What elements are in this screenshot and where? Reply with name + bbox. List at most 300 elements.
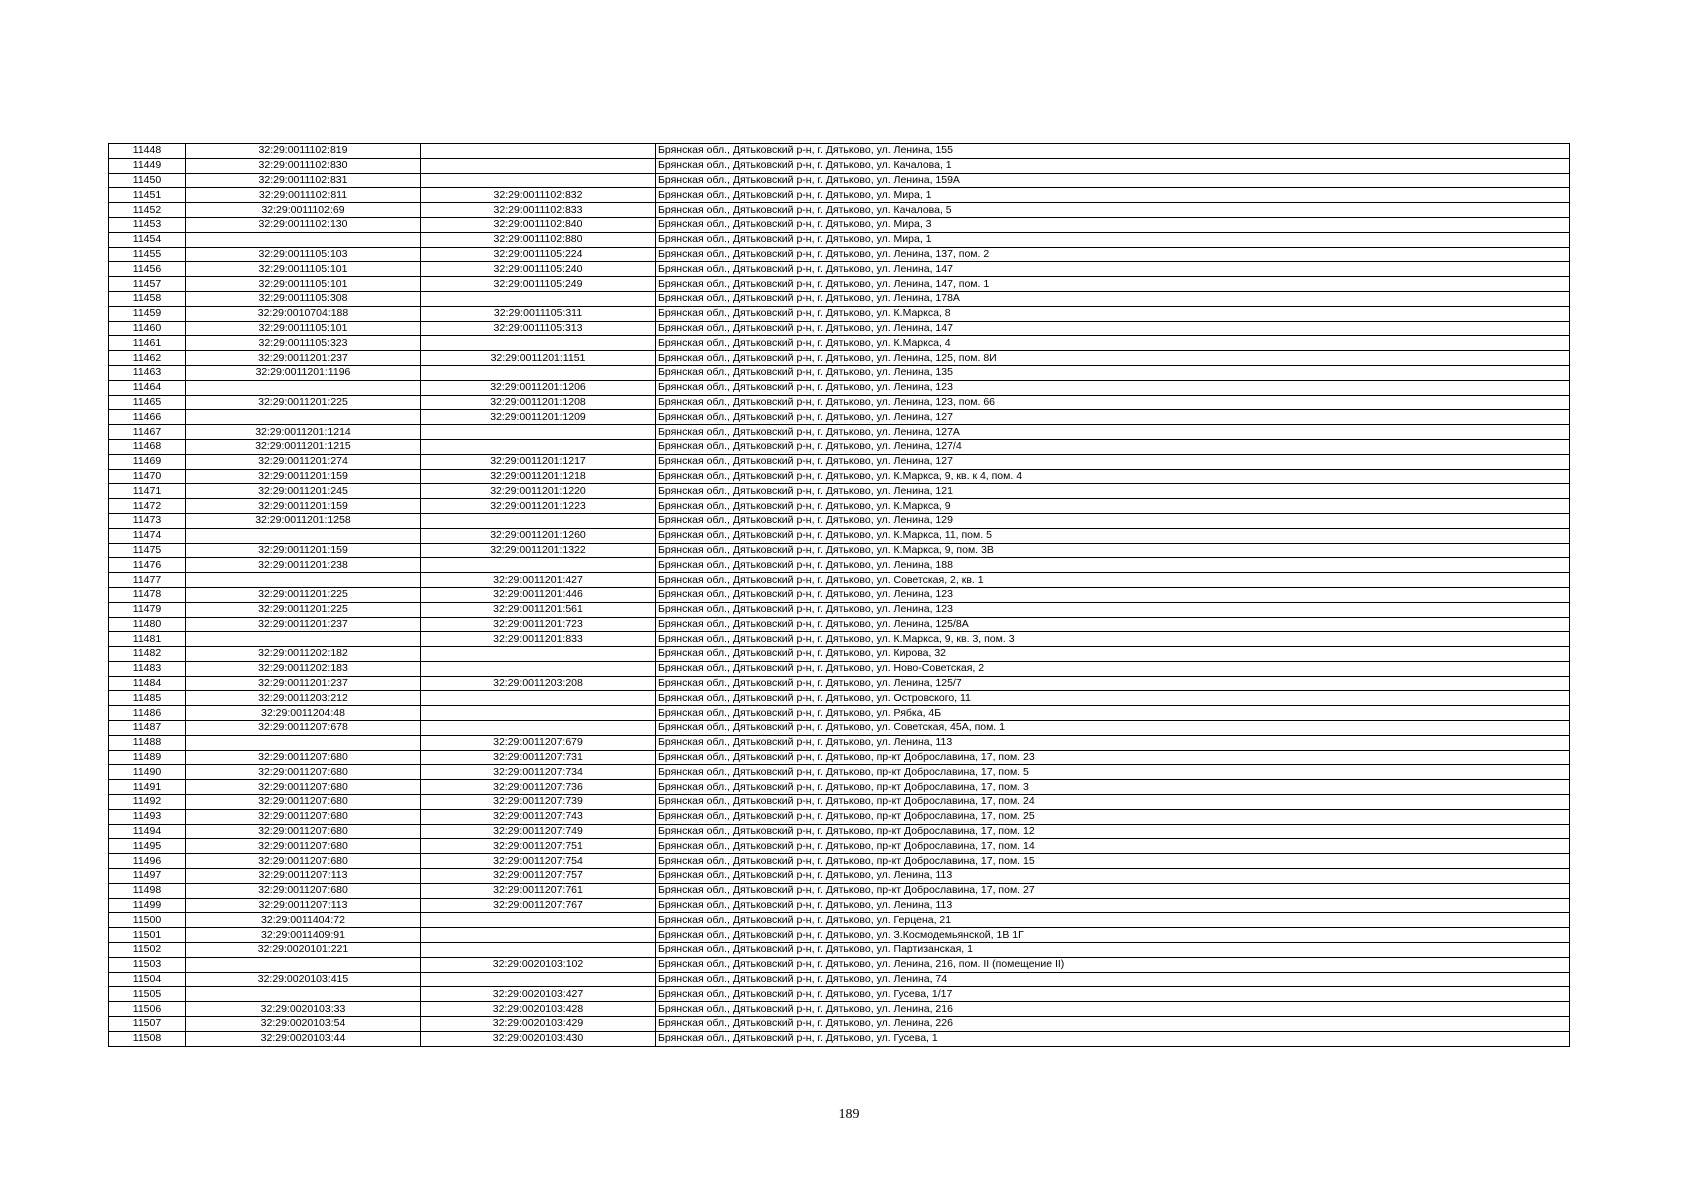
related-cadastral-number-cell: 32:29:0011207:761 bbox=[421, 883, 656, 898]
row-number-cell: 11482 bbox=[109, 647, 186, 662]
related-cadastral-number-cell: 32:29:0011102:833 bbox=[421, 203, 656, 218]
related-cadastral-number-cell bbox=[421, 972, 656, 987]
related-cadastral-number-cell bbox=[421, 365, 656, 380]
address-cell: Брянская обл., Дятьковский р-н, г. Дятьково, ул. Рябка, 4Б bbox=[656, 706, 1570, 721]
table-row bbox=[109, 809, 1570, 824]
table-row bbox=[109, 321, 1570, 336]
table-row bbox=[109, 676, 1570, 691]
address-cell: Брянская обл., Дятьковский р-н, г. Дятьково, ул. Мира, 1 bbox=[656, 188, 1570, 203]
related-cadastral-number-cell: 32:29:0020103:430 bbox=[421, 1031, 656, 1046]
related-cadastral-number-cell: 32:29:0011207:749 bbox=[421, 824, 656, 839]
address-cell: Брянская обл., Дятьковский р-н, г. Дятьково, ул. Партизанская, 1 bbox=[656, 943, 1570, 958]
address-cell: Брянская обл., Дятьковский р-н, г. Дятьково, ул. Ленина, 113 bbox=[656, 735, 1570, 750]
related-cadastral-number-cell: 32:29:0011105:249 bbox=[421, 277, 656, 292]
table-row bbox=[109, 395, 1570, 410]
address-cell: Брянская обл., Дятьковский р-н, г. Дятьково, ул. Ленина, 147, пом. 1 bbox=[656, 277, 1570, 292]
table-row bbox=[109, 647, 1570, 662]
cadastral-number-cell: 32:29:0011102:69 bbox=[186, 203, 421, 218]
related-cadastral-number-cell bbox=[421, 158, 656, 173]
table-row bbox=[109, 1017, 1570, 1032]
table-row bbox=[109, 573, 1570, 588]
related-cadastral-number-cell: 32:29:0011201:427 bbox=[421, 573, 656, 588]
cadastral-number-cell: 32:29:0011105:101 bbox=[186, 262, 421, 277]
row-number-cell: 11503 bbox=[109, 957, 186, 972]
row-number-cell: 11507 bbox=[109, 1017, 186, 1032]
row-number-cell: 11504 bbox=[109, 972, 186, 987]
table-row bbox=[109, 898, 1570, 913]
row-number-cell: 11474 bbox=[109, 528, 186, 543]
related-cadastral-number-cell bbox=[421, 943, 656, 958]
cadastral-number-cell: 32:29:0011202:182 bbox=[186, 647, 421, 662]
table-row bbox=[109, 957, 1570, 972]
table-row bbox=[109, 587, 1570, 602]
row-number-cell: 11502 bbox=[109, 943, 186, 958]
cadastral-number-cell: 32:29:0011201:1214 bbox=[186, 425, 421, 440]
related-cadastral-number-cell: 32:29:0011203:208 bbox=[421, 676, 656, 691]
cadastral-number-cell: 32:29:0011105:308 bbox=[186, 291, 421, 306]
address-cell: Брянская обл., Дятьковский р-н, г. Дятьково, ул. Ленина, 147 bbox=[656, 262, 1570, 277]
cadastral-number-cell: 32:29:0011207:680 bbox=[186, 809, 421, 824]
table-row bbox=[109, 365, 1570, 380]
cadastral-number-cell: 32:29:0011201:274 bbox=[186, 454, 421, 469]
address-cell: Брянская обл., Дятьковский р-н, г. Дятьково, ул. К.Маркса, 9 bbox=[656, 499, 1570, 514]
related-cadastral-number-cell: 32:29:0011201:1217 bbox=[421, 454, 656, 469]
table-row bbox=[109, 380, 1570, 395]
row-number-cell: 11486 bbox=[109, 706, 186, 721]
row-number-cell: 11488 bbox=[109, 735, 186, 750]
cadastral-number-cell: 32:29:0011409:91 bbox=[186, 928, 421, 943]
cadastral-number-cell: 32:29:0011207:113 bbox=[186, 869, 421, 884]
table-row bbox=[109, 277, 1570, 292]
table-row bbox=[109, 439, 1570, 454]
cadastral-number-cell bbox=[186, 573, 421, 588]
cadastral-number-cell: 32:29:0011102:830 bbox=[186, 158, 421, 173]
row-number-cell: 11497 bbox=[109, 869, 186, 884]
related-cadastral-number-cell bbox=[421, 661, 656, 676]
address-cell: Брянская обл., Дятьковский р-н, г. Дятьково, ул. Ленина, 159А bbox=[656, 173, 1570, 188]
row-number-cell: 11459 bbox=[109, 306, 186, 321]
row-number-cell: 11468 bbox=[109, 439, 186, 454]
related-cadastral-number-cell bbox=[421, 336, 656, 351]
row-number-cell: 11506 bbox=[109, 1002, 186, 1017]
cadastral-number-cell: 32:29:0011202:183 bbox=[186, 661, 421, 676]
row-number-cell: 11508 bbox=[109, 1031, 186, 1046]
address-cell: Брянская обл., Дятьковский р-н, г. Дятьково, ул. Ленина, 123 bbox=[656, 602, 1570, 617]
table-row bbox=[109, 1002, 1570, 1017]
related-cadastral-number-cell: 32:29:0011207:743 bbox=[421, 809, 656, 824]
cadastral-number-cell: 32:29:0011201:225 bbox=[186, 587, 421, 602]
row-number-cell: 11478 bbox=[109, 587, 186, 602]
row-number-cell: 11495 bbox=[109, 839, 186, 854]
address-cell: Брянская обл., Дятьковский р-н, г. Дятьково, пр-кт Доброславина, 17, пом. 27 bbox=[656, 883, 1570, 898]
cadastral-number-cell bbox=[186, 232, 421, 247]
address-cell: Брянская обл., Дятьковский р-н, г. Дятьково, ул. Герцена, 21 bbox=[656, 913, 1570, 928]
related-cadastral-number-cell bbox=[421, 913, 656, 928]
cadastral-number-cell: 32:29:0011201:1215 bbox=[186, 439, 421, 454]
table-row bbox=[109, 144, 1570, 159]
cadastral-number-cell: 32:29:0011105:101 bbox=[186, 321, 421, 336]
row-number-cell: 11480 bbox=[109, 617, 186, 632]
related-cadastral-number-cell: 32:29:0011201:1220 bbox=[421, 484, 656, 499]
cadastral-number-cell: 32:29:0011201:159 bbox=[186, 499, 421, 514]
address-cell: Брянская обл., Дятьковский р-н, г. Дятьково, ул. Ленина, 113 bbox=[656, 869, 1570, 884]
cadastral-number-cell: 32:29:0020103:44 bbox=[186, 1031, 421, 1046]
cadastral-number-cell: 32:29:0011207:680 bbox=[186, 795, 421, 810]
table-row bbox=[109, 306, 1570, 321]
related-cadastral-number-cell: 32:29:0011201:1208 bbox=[421, 395, 656, 410]
related-cadastral-number-cell: 32:29:0011201:1151 bbox=[421, 351, 656, 366]
address-cell: Брянская обл., Дятьковский р-н, г. Дятьково, ул. Ленина, 113 bbox=[656, 898, 1570, 913]
address-cell: Брянская обл., Дятьковский р-н, г. Дятьково, ул. Качалова, 1 bbox=[656, 158, 1570, 173]
row-number-cell: 11498 bbox=[109, 883, 186, 898]
table-row bbox=[109, 173, 1570, 188]
address-cell: Брянская обл., Дятьковский р-н, г. Дятьково, ул. Ленина, 137, пом. 2 bbox=[656, 247, 1570, 262]
address-cell: Брянская обл., Дятьковский р-н, г. Дятьково, ул. Ленина, 226 bbox=[656, 1017, 1570, 1032]
row-number-cell: 11450 bbox=[109, 173, 186, 188]
row-number-cell: 11453 bbox=[109, 217, 186, 232]
table-row bbox=[109, 336, 1570, 351]
cadastral-number-cell: 32:29:0011207:680 bbox=[186, 780, 421, 795]
table-row bbox=[109, 943, 1570, 958]
address-cell: Брянская обл., Дятьковский р-н, г. Дятьково, ул. Ленина, 123, пом. 66 bbox=[656, 395, 1570, 410]
table-row bbox=[109, 262, 1570, 277]
row-number-cell: 11470 bbox=[109, 469, 186, 484]
address-cell: Брянская обл., Дятьковский р-н, г. Дятьково, ул. Ленина, 155 bbox=[656, 144, 1570, 159]
table-row bbox=[109, 661, 1570, 676]
cadastral-number-cell: 32:29:0020103:33 bbox=[186, 1002, 421, 1017]
cadastral-number-cell: 32:29:0011207:678 bbox=[186, 721, 421, 736]
row-number-cell: 11454 bbox=[109, 232, 186, 247]
cadastral-number-cell: 32:29:0011201:237 bbox=[186, 617, 421, 632]
row-number-cell: 11463 bbox=[109, 365, 186, 380]
address-cell: Брянская обл., Дятьковский р-н, г. Дятьково, пр-кт Доброславина, 17, пом. 3 bbox=[656, 780, 1570, 795]
row-number-cell: 11484 bbox=[109, 676, 186, 691]
related-cadastral-number-cell bbox=[421, 439, 656, 454]
related-cadastral-number-cell: 32:29:0011207:739 bbox=[421, 795, 656, 810]
table-row bbox=[109, 750, 1570, 765]
address-cell: Брянская обл., Дятьковский р-н, г. Дятьково, ул. З.Космодемьянской, 1В 1Г bbox=[656, 928, 1570, 943]
row-number-cell: 11490 bbox=[109, 765, 186, 780]
address-cell: Брянская обл., Дятьковский р-н, г. Дятьково, ул. К.Маркса, 9, кв. к 4, пом. 4 bbox=[656, 469, 1570, 484]
cadastral-number-cell: 32:29:0011105:101 bbox=[186, 277, 421, 292]
related-cadastral-number-cell: 32:29:0011201:1223 bbox=[421, 499, 656, 514]
address-cell: Брянская обл., Дятьковский р-н, г. Дятьково, ул. К.Маркса, 8 bbox=[656, 306, 1570, 321]
address-cell: Брянская обл., Дятьковский р-н, г. Дятьково, ул. Ленина, 123 bbox=[656, 587, 1570, 602]
cadastral-number-cell: 32:29:0011102:811 bbox=[186, 188, 421, 203]
cadastral-number-cell: 32:29:0011207:680 bbox=[186, 824, 421, 839]
related-cadastral-number-cell: 32:29:0011201:723 bbox=[421, 617, 656, 632]
row-number-cell: 11455 bbox=[109, 247, 186, 262]
row-number-cell: 11501 bbox=[109, 928, 186, 943]
cadastral-number-cell: 32:29:0011105:103 bbox=[186, 247, 421, 262]
table-row bbox=[109, 203, 1570, 218]
cadastral-number-cell: 32:29:0011102:819 bbox=[186, 144, 421, 159]
address-cell: Брянская обл., Дятьковский р-н, г. Дятьково, ул. К.Маркса, 11, пом. 5 bbox=[656, 528, 1570, 543]
table-row bbox=[109, 721, 1570, 736]
table-row bbox=[109, 824, 1570, 839]
address-cell: Брянская обл., Дятьковский р-н, г. Дятьково, ул. К.Маркса, 4 bbox=[656, 336, 1570, 351]
address-cell: Брянская обл., Дятьковский р-н, г. Дятьково, ул. Ленина, 188 bbox=[656, 558, 1570, 573]
related-cadastral-number-cell: 32:29:0011201:1209 bbox=[421, 410, 656, 425]
cadastral-number-cell: 32:29:0011201:225 bbox=[186, 602, 421, 617]
row-number-cell: 11452 bbox=[109, 203, 186, 218]
table-row bbox=[109, 410, 1570, 425]
address-cell: Брянская обл., Дятьковский р-н, г. Дятьково, ул. Мира, 1 bbox=[656, 232, 1570, 247]
table-row bbox=[109, 869, 1570, 884]
cadastral-number-cell: 32:29:0011207:680 bbox=[186, 750, 421, 765]
cadastral-number-cell: 32:29:0011207:680 bbox=[186, 765, 421, 780]
row-number-cell: 11494 bbox=[109, 824, 186, 839]
related-cadastral-number-cell bbox=[421, 291, 656, 306]
address-cell: Брянская обл., Дятьковский р-н, г. Дятьково, ул. Ленина, 147 bbox=[656, 321, 1570, 336]
cadastral-number-cell: 32:29:0011203:212 bbox=[186, 691, 421, 706]
address-cell: Брянская обл., Дятьковский р-н, г. Дятьково, ул. Ленина, 135 bbox=[656, 365, 1570, 380]
related-cadastral-number-cell: 32:29:0011102:840 bbox=[421, 217, 656, 232]
cadastral-number-cell: 32:29:0011207:680 bbox=[186, 839, 421, 854]
row-number-cell: 11460 bbox=[109, 321, 186, 336]
row-number-cell: 11477 bbox=[109, 573, 186, 588]
cadastral-number-cell: 32:29:0011102:130 bbox=[186, 217, 421, 232]
address-cell: Брянская обл., Дятьковский р-н, г. Дятьково, ул. Ленина, 178А bbox=[656, 291, 1570, 306]
address-cell: Брянская обл., Дятьковский р-н, г. Дятьково, ул. Ленина, 216, пом. II (помещение II) bbox=[656, 957, 1570, 972]
cadastral-number-cell: 32:29:0011404:72 bbox=[186, 913, 421, 928]
address-cell: Брянская обл., Дятьковский р-н, г. Дятьково, ул. Гусева, 1/17 bbox=[656, 987, 1570, 1002]
address-cell: Брянская обл., Дятьковский р-н, г. Дятьково, пр-кт Доброславина, 17, пом. 14 bbox=[656, 839, 1570, 854]
address-cell: Брянская обл., Дятьковский р-н, г. Дятьково, ул. Ленина, 74 bbox=[656, 972, 1570, 987]
row-number-cell: 11462 bbox=[109, 351, 186, 366]
page-number: 189 bbox=[838, 1107, 860, 1122]
address-cell: Брянская обл., Дятьковский р-н, г. Дятьково, пр-кт Доброславина, 17, пом. 12 bbox=[656, 824, 1570, 839]
row-number-cell: 11475 bbox=[109, 543, 186, 558]
cadastral-number-cell: 32:29:0011204:48 bbox=[186, 706, 421, 721]
table-row bbox=[109, 217, 1570, 232]
related-cadastral-number-cell: 32:29:0011207:736 bbox=[421, 780, 656, 795]
row-number-cell: 11489 bbox=[109, 750, 186, 765]
related-cadastral-number-cell: 32:29:0020103:428 bbox=[421, 1002, 656, 1017]
cadastral-number-cell bbox=[186, 957, 421, 972]
row-number-cell: 11458 bbox=[109, 291, 186, 306]
related-cadastral-number-cell: 32:29:0011201:1206 bbox=[421, 380, 656, 395]
cadastral-number-cell: 32:29:0011201:1258 bbox=[186, 513, 421, 528]
table-row bbox=[109, 528, 1570, 543]
table-row bbox=[109, 913, 1570, 928]
related-cadastral-number-cell: 32:29:0011201:833 bbox=[421, 632, 656, 647]
table-row bbox=[109, 632, 1570, 647]
related-cadastral-number-cell: 32:29:0011207:754 bbox=[421, 854, 656, 869]
table-row bbox=[109, 987, 1570, 1002]
registry-table-body bbox=[109, 144, 1570, 1047]
address-cell: Брянская обл., Дятьковский р-н, г. Дятьково, ул. Ленина, 125/7 bbox=[656, 676, 1570, 691]
table-row bbox=[109, 691, 1570, 706]
table-row bbox=[109, 484, 1570, 499]
related-cadastral-number-cell: 32:29:0011201:446 bbox=[421, 587, 656, 602]
table-row bbox=[109, 1031, 1570, 1046]
related-cadastral-number-cell: 32:29:0011201:1322 bbox=[421, 543, 656, 558]
row-number-cell: 11464 bbox=[109, 380, 186, 395]
related-cadastral-number-cell: 32:29:0011207:767 bbox=[421, 898, 656, 913]
related-cadastral-number-cell: 32:29:0011102:880 bbox=[421, 232, 656, 247]
related-cadastral-number-cell: 32:29:0011207:679 bbox=[421, 735, 656, 750]
cadastral-number-cell: 32:29:0020103:415 bbox=[186, 972, 421, 987]
address-cell: Брянская обл., Дятьковский р-н, г. Дятьково, пр-кт Доброславина, 17, пом. 23 bbox=[656, 750, 1570, 765]
related-cadastral-number-cell bbox=[421, 513, 656, 528]
row-number-cell: 11457 bbox=[109, 277, 186, 292]
cadastral-number-cell: 32:29:0011201:225 bbox=[186, 395, 421, 410]
address-cell: Брянская обл., Дятьковский р-н, г. Дятьково, ул. Ленина, 129 bbox=[656, 513, 1570, 528]
cadastral-number-cell: 32:29:0011207:113 bbox=[186, 898, 421, 913]
row-number-cell: 11487 bbox=[109, 721, 186, 736]
row-number-cell: 11483 bbox=[109, 661, 186, 676]
address-cell: Брянская обл., Дятьковский р-н, г. Дятьково, пр-кт Доброславина, 17, пом. 24 bbox=[656, 795, 1570, 810]
address-cell: Брянская обл., Дятьковский р-н, г. Дятьково, ул. Ленина, 125/8А bbox=[656, 617, 1570, 632]
address-cell: Брянская обл., Дятьковский р-н, г. Дятьково, ул. Советская, 2, кв. 1 bbox=[656, 573, 1570, 588]
address-cell: Брянская обл., Дятьковский р-н, г. Дятьково, ул. Ленина, 127 bbox=[656, 410, 1570, 425]
related-cadastral-number-cell: 32:29:0011207:757 bbox=[421, 869, 656, 884]
table-row bbox=[109, 425, 1570, 440]
row-number-cell: 11492 bbox=[109, 795, 186, 810]
table-row bbox=[109, 735, 1570, 750]
related-cadastral-number-cell: 32:29:0011207:751 bbox=[421, 839, 656, 854]
address-cell: Брянская обл., Дятьковский р-н, г. Дятьково, ул. Ново-Советская, 2 bbox=[656, 661, 1570, 676]
row-number-cell: 11473 bbox=[109, 513, 186, 528]
related-cadastral-number-cell bbox=[421, 691, 656, 706]
cadastral-number-cell: 32:29:0011201:159 bbox=[186, 469, 421, 484]
address-cell: Брянская обл., Дятьковский р-н, г. Дятьково, ул. Качалова, 5 bbox=[656, 203, 1570, 218]
address-cell: Брянская обл., Дятьковский р-н, г. Дятьково, ул. Кирова, 32 bbox=[656, 647, 1570, 662]
related-cadastral-number-cell bbox=[421, 928, 656, 943]
table-row bbox=[109, 972, 1570, 987]
registry-table bbox=[108, 143, 1570, 1047]
table-row bbox=[109, 543, 1570, 558]
row-number-cell: 11451 bbox=[109, 188, 186, 203]
table-row bbox=[109, 499, 1570, 514]
address-cell: Брянская обл., Дятьковский р-н, г. Дятьково, ул. Гусева, 1 bbox=[656, 1031, 1570, 1046]
related-cadastral-number-cell bbox=[421, 647, 656, 662]
related-cadastral-number-cell: 32:29:0011207:731 bbox=[421, 750, 656, 765]
address-cell: Брянская обл., Дятьковский р-н, г. Дятьково, ул. Советская, 45А, пом. 1 bbox=[656, 721, 1570, 736]
table-row bbox=[109, 469, 1570, 484]
cadastral-number-cell: 32:29:0011201:237 bbox=[186, 676, 421, 691]
related-cadastral-number-cell: 32:29:0011201:1260 bbox=[421, 528, 656, 543]
related-cadastral-number-cell: 32:29:0011207:734 bbox=[421, 765, 656, 780]
table-row bbox=[109, 247, 1570, 262]
related-cadastral-number-cell: 32:29:0011105:224 bbox=[421, 247, 656, 262]
cadastral-number-cell: 32:29:0010704:188 bbox=[186, 306, 421, 321]
related-cadastral-number-cell: 32:29:0011201:561 bbox=[421, 602, 656, 617]
address-cell: Брянская обл., Дятьковский р-н, г. Дятьково, ул. К.Маркса, 9, пом. 3В bbox=[656, 543, 1570, 558]
row-number-cell: 11500 bbox=[109, 913, 186, 928]
related-cadastral-number-cell: 32:29:0011105:311 bbox=[421, 306, 656, 321]
table-row bbox=[109, 854, 1570, 869]
table-row bbox=[109, 602, 1570, 617]
cadastral-number-cell: 32:29:0011207:680 bbox=[186, 854, 421, 869]
address-cell: Брянская обл., Дятьковский р-н, г. Дятьково, пр-кт Доброславина, 17, пом. 25 bbox=[656, 809, 1570, 824]
table-row bbox=[109, 188, 1570, 203]
cadastral-number-cell: 32:29:0011201:1196 bbox=[186, 365, 421, 380]
address-cell: Брянская обл., Дятьковский р-н, г. Дятьково, ул. Ленина, 125, пом. 8И bbox=[656, 351, 1570, 366]
row-number-cell: 11472 bbox=[109, 499, 186, 514]
row-number-cell: 11505 bbox=[109, 987, 186, 1002]
related-cadastral-number-cell bbox=[421, 144, 656, 159]
row-number-cell: 11476 bbox=[109, 558, 186, 573]
cadastral-number-cell: 32:29:0011105:323 bbox=[186, 336, 421, 351]
row-number-cell: 11466 bbox=[109, 410, 186, 425]
cadastral-number-cell bbox=[186, 632, 421, 647]
related-cadastral-number-cell bbox=[421, 425, 656, 440]
table-row bbox=[109, 454, 1570, 469]
cadastral-number-cell bbox=[186, 380, 421, 395]
row-number-cell: 11471 bbox=[109, 484, 186, 499]
address-cell: Брянская обл., Дятьковский р-н, г. Дятьково, ул. Ленина, 216 bbox=[656, 1002, 1570, 1017]
cadastral-number-cell: 32:29:0011201:238 bbox=[186, 558, 421, 573]
table-row bbox=[109, 795, 1570, 810]
cadastral-number-cell: 32:29:0011207:680 bbox=[186, 883, 421, 898]
address-cell: Брянская обл., Дятьковский р-н, г. Дятьково, ул. Ленина, 123 bbox=[656, 380, 1570, 395]
row-number-cell: 11469 bbox=[109, 454, 186, 469]
row-number-cell: 11493 bbox=[109, 809, 186, 824]
row-number-cell: 11461 bbox=[109, 336, 186, 351]
row-number-cell: 11485 bbox=[109, 691, 186, 706]
related-cadastral-number-cell: 32:29:0020103:427 bbox=[421, 987, 656, 1002]
table-row bbox=[109, 513, 1570, 528]
row-number-cell: 11449 bbox=[109, 158, 186, 173]
related-cadastral-number-cell bbox=[421, 173, 656, 188]
address-cell: Брянская обл., Дятьковский р-н, г. Дятьково, ул. Ленина, 127А bbox=[656, 425, 1570, 440]
table-row bbox=[109, 883, 1570, 898]
table-row bbox=[109, 158, 1570, 173]
related-cadastral-number-cell: 32:29:0020103:102 bbox=[421, 957, 656, 972]
related-cadastral-number-cell: 32:29:0011102:832 bbox=[421, 188, 656, 203]
table-row bbox=[109, 780, 1570, 795]
address-cell: Брянская обл., Дятьковский р-н, г. Дятьково, ул. Ленина, 127 bbox=[656, 454, 1570, 469]
address-cell: Брянская обл., Дятьковский р-н, г. Дятьково, ул. Ленина, 127/4 bbox=[656, 439, 1570, 454]
cadastral-number-cell: 32:29:0020101:221 bbox=[186, 943, 421, 958]
related-cadastral-number-cell bbox=[421, 721, 656, 736]
row-number-cell: 11456 bbox=[109, 262, 186, 277]
table-row bbox=[109, 706, 1570, 721]
related-cadastral-number-cell: 32:29:0020103:429 bbox=[421, 1017, 656, 1032]
address-cell: Брянская обл., Дятьковский р-н, г. Дятьково, ул. Ленина, 121 bbox=[656, 484, 1570, 499]
related-cadastral-number-cell: 32:29:0011105:240 bbox=[421, 262, 656, 277]
table-row bbox=[109, 839, 1570, 854]
table-row bbox=[109, 558, 1570, 573]
related-cadastral-number-cell: 32:29:0011105:313 bbox=[421, 321, 656, 336]
cadastral-number-cell: 32:29:0011201:245 bbox=[186, 484, 421, 499]
cadastral-number-cell bbox=[186, 410, 421, 425]
table-row bbox=[109, 928, 1570, 943]
row-number-cell: 11465 bbox=[109, 395, 186, 410]
related-cadastral-number-cell bbox=[421, 706, 656, 721]
related-cadastral-number-cell bbox=[421, 558, 656, 573]
cadastral-number-cell: 32:29:0011201:237 bbox=[186, 351, 421, 366]
related-cadastral-number-cell: 32:29:0011201:1218 bbox=[421, 469, 656, 484]
row-number-cell: 11479 bbox=[109, 602, 186, 617]
table-row bbox=[109, 765, 1570, 780]
cadastral-number-cell: 32:29:0011102:831 bbox=[186, 173, 421, 188]
cadastral-number-cell bbox=[186, 735, 421, 750]
row-number-cell: 11481 bbox=[109, 632, 186, 647]
row-number-cell: 11467 bbox=[109, 425, 186, 440]
address-cell: Брянская обл., Дятьковский р-н, г. Дятьково, пр-кт Доброславина, 17, пом. 15 bbox=[656, 854, 1570, 869]
row-number-cell: 11448 bbox=[109, 144, 186, 159]
cadastral-number-cell bbox=[186, 528, 421, 543]
table-row bbox=[109, 617, 1570, 632]
address-cell: Брянская обл., Дятьковский р-н, г. Дятьково, ул. К.Маркса, 9, кв. 3, пом. 3 bbox=[656, 632, 1570, 647]
address-cell: Брянская обл., Дятьковский р-н, г. Дятьково, ул. Островского, 11 bbox=[656, 691, 1570, 706]
cadastral-number-cell bbox=[186, 987, 421, 1002]
cadastral-number-cell: 32:29:0011201:159 bbox=[186, 543, 421, 558]
table-row bbox=[109, 351, 1570, 366]
